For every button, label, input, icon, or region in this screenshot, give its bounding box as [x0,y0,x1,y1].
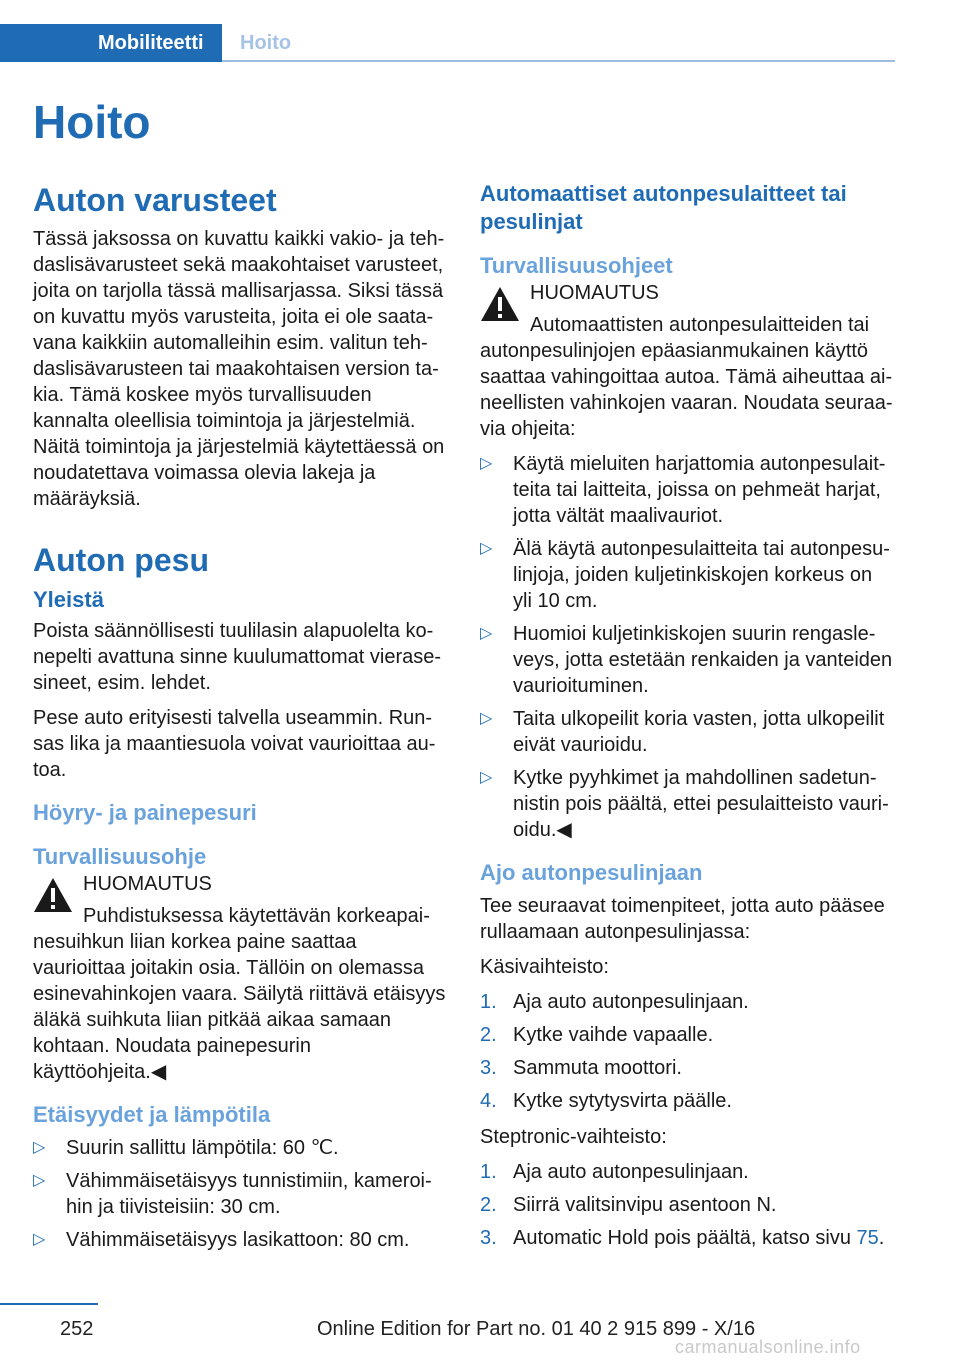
step-number: 3. [480,1227,497,1249]
warning-triangle-icon [480,286,520,322]
warning-triangle-icon [33,877,73,913]
paragraph-steptronic: Steptronic-vaihteisto: [480,1126,667,1148]
page-title: Hoito [33,96,151,148]
list-item [33,1135,448,1161]
list-item-text: Vähimmäisetäisyys lasikattoon: 80 cm. [66,1229,410,1251]
list-item [480,765,895,843]
heading-ajo-autonpesulinjaan: Ajo autonpesulinjaan [480,860,703,885]
triangle-bullet-icon: ▷ [33,1231,46,1248]
heading-hoyry-painepesuri: Höyry- ja painepesuri [33,800,257,825]
list-item [480,1159,895,1185]
list-item-text: Aja auto autonpesulinjaan. [513,1161,749,1183]
tab-underline [222,60,895,62]
step-number: 1. [480,991,497,1013]
list-item-text: Sammuta moottori. [513,1057,682,1079]
heading-yleista: Yleistä [33,587,104,612]
list-item [480,706,895,758]
list-item [480,621,895,699]
list-item-text: Taita ulkopeilit koria vasten, jotta ulkopeilit eivät vaurioidu. [513,708,885,756]
heading-auton-varusteet: Auton varusteet [33,182,277,218]
list-item [480,451,895,529]
list-item [33,1168,448,1220]
warning-block-painepesuri [33,871,448,1085]
list-item [480,989,895,1015]
list-item-text: Automatic Hold pois päältä, katso sivu [513,1227,857,1249]
list-item-text: Kytke pyyhkimet ja mahdollinen sadetunnistin pois päältä, ettei pesulaitteisto vaurioidu.◀ [513,767,889,841]
list-item-text: Älä käytä autonpesulaitteita tai autonpesulinjoja, joiden kuljetinkiskojen korkeus on yli 10 cm. [513,538,890,612]
list-item-text: Vähimmäisetäisyys tunnistimiin, kameroihin ja tiivisteisiin: 30 cm. [66,1170,432,1218]
list-ohjeet [480,451,895,843]
page-reference-link[interactable]: 75 [856,1227,879,1249]
warning-label: HUOMAUTUS [83,873,212,895]
list-item-text: Aja auto autonpesulinjaan. [513,991,749,1013]
triangle-bullet-icon: ▷ [33,1172,46,1189]
list-item-suffix: . [878,1227,885,1249]
watermark: carmanualsonline.info [675,1337,861,1357]
page-number: 252 [60,1318,94,1340]
list-item-text: Huomioi kuljetinkiskojen suurin rengasleveys, jotta estetään renkaiden ja vanteiden vaurioituminen. [513,623,893,697]
step-number: 2. [480,1024,497,1046]
step-number: 3. [480,1057,497,1079]
paragraph-ajo: Tee seuraavat toimenpiteet, jotta auto pääsee rullaamaan autonpesulinjassa: [480,895,885,943]
left-column [33,180,448,1263]
warning-label: HUOMAUTUS [530,282,659,304]
triangle-bullet-icon: ▷ [480,710,493,727]
list-item [480,536,895,614]
chapter-tabbar [0,24,895,62]
right-column [480,180,895,1261]
triangle-bullet-icon: ▷ [480,540,493,557]
step-number: 4. [480,1090,497,1112]
heading-auton-pesu: Auton pesu [33,542,209,578]
triangle-bullet-icon: ▷ [33,1139,46,1156]
warning-block-pesulaitteet [480,280,895,442]
tab-hoito[interactable]: Hoito [240,32,292,54]
warning-text: Automaattisten autonpesulaitteiden tai autonpesulinjojen epäasianmukainen käyttö saattaa vahingoittaa autoa. Tämä aiheuttaa aineellisten vahinkojen vaaran. Noudata seuraavia ohjeita: [480,314,893,440]
list-item [480,1088,895,1114]
list-steptronic [480,1159,895,1251]
list-item [480,1192,895,1218]
list-item-text: Käytä mieluiten harjattomia autonpesulaitteita tai laitteita, joissa on pehmeät harjat, jotta vältät maalivauriot. [513,453,886,527]
paragraph-yleista-2: Pese auto erityisesti talvella useammin. Runsas lika ja maantiesuola voivat vaurioittaa autoa. [33,707,436,781]
list-item-text: Siirrä valitsinvipu asentoon N. [513,1194,777,1216]
paragraph-varusteet: Tässä jaksossa on kuvattu kaikki vakio- ja tehdaslisävarusteet sekä maakohtaiset varusteet, joita on tarjolla tässä mallisarjassa. Siksi tässä on kuvattu myös varusteita, joita ei ole saatavana kaikkiin automalleihin esim. valitun tehdaslisävarusteen tai maakohtaisen version takia. Tämä koskee myös turvallisuuden kannalta oleellisia toimintoja ja järjestelmiä. Näitä toimintoja ja järjestelmiä käytettäessä on noudatettava voimassa olevia lakeja ja määräyksiä. [33,228,445,510]
footer-rule [0,1303,98,1305]
step-number: 1. [480,1161,497,1183]
list-item [480,1055,895,1081]
step-number: 2. [480,1194,497,1216]
heading-automaattiset-pesulaitteet: Automaattiset autonpesulaitteet tai pesulinjat [480,181,847,234]
list-etaisyydet [33,1135,448,1253]
list-item-text: Kytke sytytysvirta päälle. [513,1090,732,1112]
edition-text: Online Edition for Part no. 01 40 2 915 899 - X/16 [317,1318,756,1340]
tab-mobiliteetti[interactable]: Mobiliteetti [0,24,222,62]
heading-turvallisuusohje: Turvallisuusohje [33,844,207,869]
list-kasivaihteisto [480,989,895,1114]
list-item [480,1225,895,1251]
heading-turvallisuusohjeet: Turvallisuusohjeet [480,253,673,278]
warning-text: Puhdistuksessa käytettävän korkeapainesuihkun liian korkea paine saattaa vaurioittaa joitakin osia. Tällöin on olemassa esinevahinkojen vaara. Säilytä riittävä etäisyys äläkä suihkuta liian pitkää aikaa samaan kohtaan. Noudata painepesurin käyttöohjeita.◀ [33,905,446,1083]
list-item-text: Suurin sallittu lämpötila: 60 ℃. [66,1137,339,1159]
list-item [33,1227,448,1253]
triangle-bullet-icon: ▷ [480,455,493,472]
list-item-text: Kytke vaihde vapaalle. [513,1024,714,1046]
triangle-bullet-icon: ▷ [480,625,493,642]
paragraph-yleista-1: Poista säännöllisesti tuulilasin alapuolelta konepelti avattuna sinne kuulumattomat vierasesineet, esim. lehdet. [33,620,442,694]
heading-etaisyydet: Etäisyydet ja lämpötila [33,1102,271,1127]
paragraph-kasivaihteisto: Käsivaihteisto: [480,956,609,978]
triangle-bullet-icon: ▷ [480,769,493,786]
list-item [480,1022,895,1048]
